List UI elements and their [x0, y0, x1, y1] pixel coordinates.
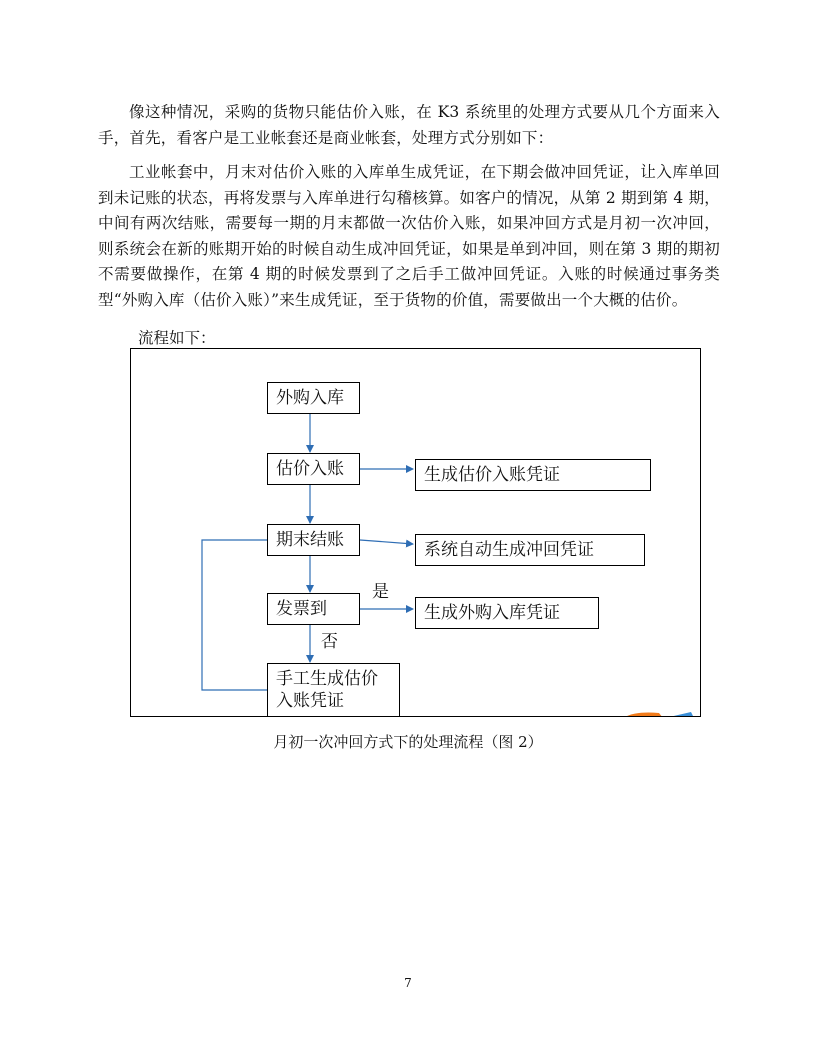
node-invoice-arrived — [267, 593, 360, 625]
paragraph-intro: 像这种情况，采购的货物只能估价入账，在 K3 系统里的处理方式要从几个方面来入手，首先，看客户是工业帐套还是商业帐套，处理方式分别如下： — [98, 103, 720, 147]
arrow-monthend-to-auto — [360, 540, 413, 544]
flowchart-connectors — [131, 349, 701, 717]
figure-caption: 月初一次冲回方式下的处理流程（图 2） — [273, 733, 543, 751]
corner-decoration — [625, 713, 663, 718]
node-estimate-in-label: 估价入账 — [276, 459, 344, 479]
node-estimate-in — [267, 453, 360, 485]
node-gen-estimate-voucher-label: 生成估价入账凭证 — [424, 465, 560, 485]
node-purchase-in — [267, 382, 360, 414]
flowchart-frame — [130, 348, 701, 717]
node-gen-purchase-voucher-label: 生成外购入库凭证 — [424, 603, 560, 623]
paragraph-industrial: 工业帐套中，月末对估价入账的入库单生成凭证，在下期会做冲回凭证，让入库单回到未记账的状态，再将发票与入库单进行勾稽核算。如客户的情况，从第 2 期到第 4 期，中间有两次结账，需要每一期的月末都做一次估价入账，如果冲回方式是月初一次冲回，则系统会在新的账期开始的时候自动生成冲回凭证，如果是单到冲回，则在第 3 期的期初不需要做操作，在第 4 期的时候发票到了之后手工做冲回凭证。入账的时候通过事务类型“外购入库（估价入账）”来生成凭证，至于货物的价值，需要做出一个大概的估价。 — [98, 163, 720, 309]
yes-label: 是 — [372, 582, 389, 602]
node-auto-reversal-voucher-label: 系统自动生成冲回凭证 — [424, 540, 594, 560]
loop-back-line — [202, 540, 267, 690]
node-invoice-arrived-label: 发票到 — [276, 599, 327, 619]
node-month-end-label: 期末结账 — [276, 530, 344, 550]
node-gen-estimate-voucher — [415, 459, 651, 491]
corner-decoration-blue — [665, 712, 693, 717]
page-number: 7 — [404, 976, 412, 990]
node-manual-voucher-label: 手工生成估价入账凭证 — [276, 669, 378, 711]
node-auto-reversal-voucher — [415, 534, 645, 566]
no-label: 否 — [321, 632, 338, 652]
node-gen-purchase-voucher — [415, 597, 599, 629]
flow-label: 流程如下： — [138, 329, 216, 347]
node-purchase-in-label: 外购入库 — [276, 388, 344, 408]
node-month-end — [267, 524, 360, 556]
node-manual-voucher — [267, 663, 400, 717]
